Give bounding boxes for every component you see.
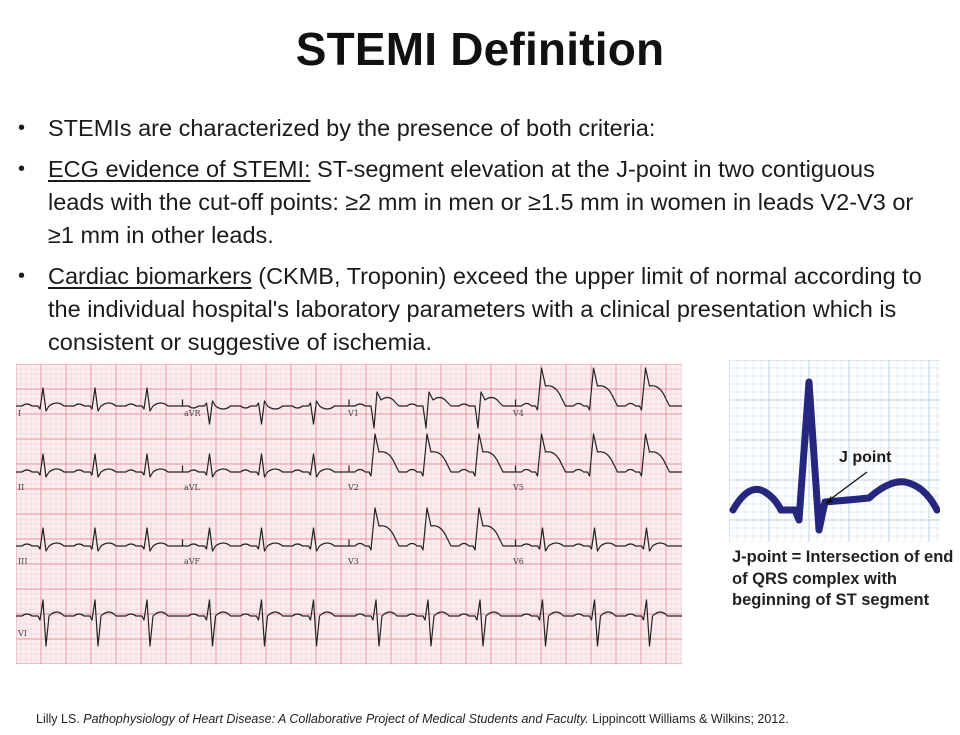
ecg-lead-label: II xyxy=(18,483,25,492)
ecg-lead-label: VI xyxy=(18,629,27,638)
ecg-lead-label: V2 xyxy=(348,483,359,492)
bullet-marker: • xyxy=(18,117,26,139)
bullet-lead-biomarkers: Cardiac biomarkers xyxy=(48,263,252,289)
ecg-lead-label: V4 xyxy=(513,409,524,418)
ecg-lead-label: III xyxy=(18,557,28,566)
citation-authors: Lilly LS. xyxy=(36,712,80,726)
bullet-text: ST-segment elevation at the J-point in two contiguous leads with the cut-off points: ≥2 mm in men or ≥1.5 mm in women in leads V2-V3 or ≥1 mm in other leads. xyxy=(48,156,914,248)
criteria-list xyxy=(18,112,928,367)
citation-publisher: Lippincott Williams & Wilkins; 2012. xyxy=(592,712,789,726)
bullet-item xyxy=(18,153,928,252)
ecg-lead-label: I xyxy=(18,409,22,418)
bullet-text: (CKMB, Troponin) exceed the upper limit of normal according to the individual hospital's laboratory parameters with a clinical presentation which is consistent or suggestive of ischemia. xyxy=(48,263,922,355)
ecg-lead-label: V5 xyxy=(513,483,524,492)
ecg-lead-label: aVF xyxy=(184,557,201,566)
citation-title: Pathophysiology of Heart Disease: A Collaborative Project of Medical Students and Faculty. xyxy=(83,712,589,726)
bullet-item xyxy=(18,112,928,145)
bullet-text: STEMIs are characterized by the presence of both criteria: xyxy=(48,115,656,141)
bullet-marker: • xyxy=(18,265,26,287)
ecg-lead-label: aVL xyxy=(184,483,200,492)
bullet-marker: • xyxy=(18,158,26,180)
ecg-lead-label: V1 xyxy=(348,409,359,418)
ecg-lead-label: V3 xyxy=(348,557,359,566)
bullet-lead-ecg: ECG evidence of STEMI: xyxy=(48,156,311,182)
ecg-lead-label: aVR xyxy=(184,409,201,418)
j-point-label: J point xyxy=(839,449,892,466)
j-point-caption: J-point = Intersection of end of QRS complex with beginning of ST segment xyxy=(732,548,954,609)
citation xyxy=(36,712,946,726)
slide-title: STEMI Definition xyxy=(295,23,665,75)
ecg-12-lead-strip xyxy=(16,364,682,664)
jpoint-background xyxy=(729,360,940,542)
ecg-lead-label: V6 xyxy=(513,557,524,566)
bullet-item xyxy=(18,260,928,359)
j-point-diagram xyxy=(729,360,940,542)
